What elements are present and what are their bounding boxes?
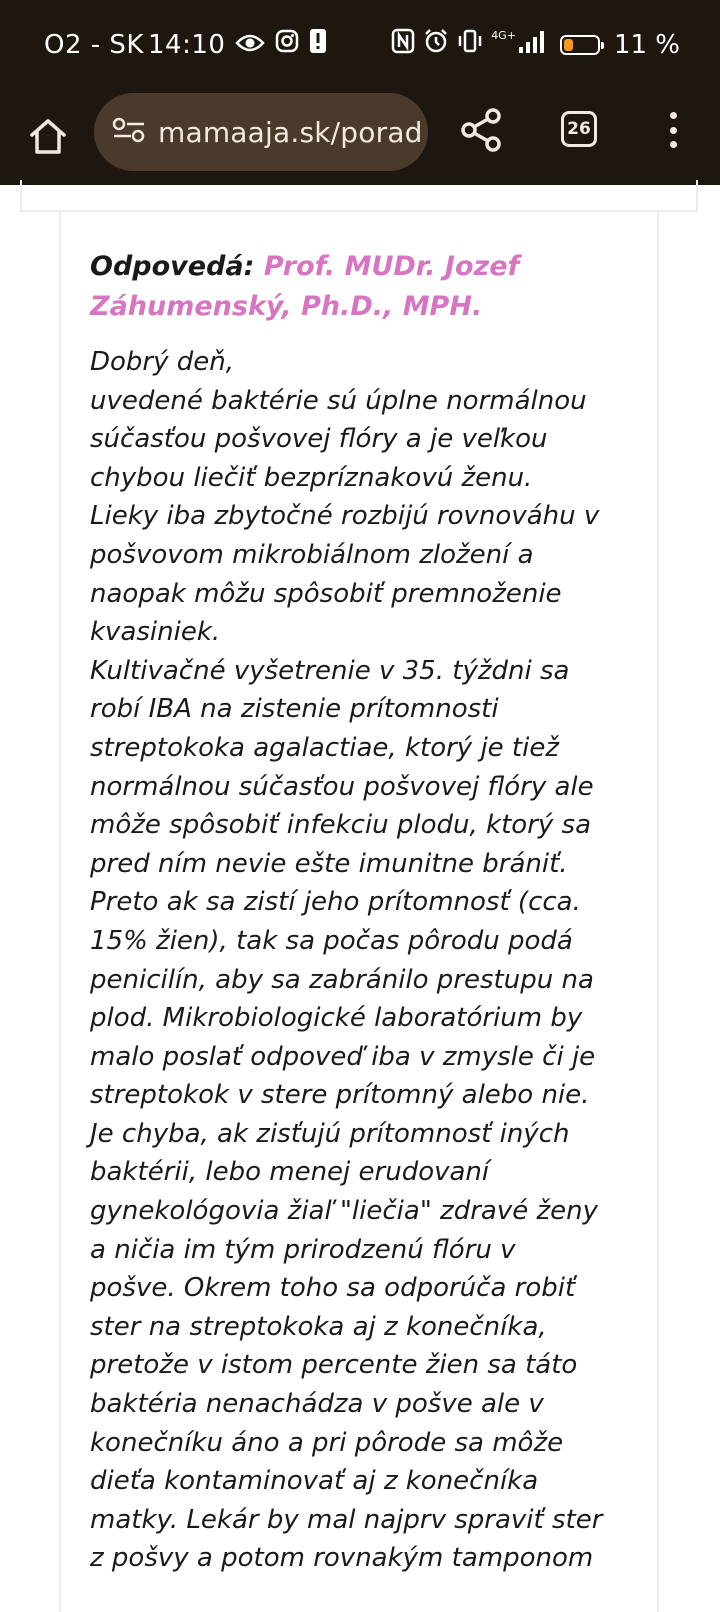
- answer-text: [90, 343, 650, 1578]
- answer-line: robí IBA na zistenie prítomnosti: [90, 694, 499, 725]
- url-text[interactable]: mamaaja.sk/porad: [158, 115, 423, 149]
- tab-switcher-button[interactable]: 26: [561, 111, 597, 147]
- vibrate-icon: [457, 28, 483, 61]
- answer-line: uvedené baktérie sú úplne normálnou: [90, 385, 587, 416]
- answer-line: matky. Lekár by mal najprv spraviť ster: [90, 1504, 603, 1535]
- answer-line: 15% žien), tak sa počas pôrodu podá: [90, 925, 573, 956]
- network-type: 4G+: [491, 29, 516, 42]
- address-bar[interactable]: [94, 93, 428, 171]
- answer-line: Preto ak sa zistí jeho prítomnosť (cca.: [90, 887, 581, 918]
- battery-percent: 11 %: [613, 29, 680, 60]
- answer-line: súčasťou pošvovej flóry a je veľkou: [90, 424, 548, 455]
- clock: 14:10: [147, 29, 226, 60]
- share-button[interactable]: [457, 106, 505, 154]
- menu-dot: [670, 141, 677, 148]
- answer-line: a ničia im tým prirodzenú flóru v: [90, 1234, 516, 1265]
- more-menu-button[interactable]: [662, 106, 684, 154]
- battery-level: [564, 39, 573, 51]
- share-icon: [457, 106, 505, 154]
- answer-line: penicilín, aby sa zabránilo prestupu na: [90, 964, 594, 995]
- answer-line: malo poslať odpoveď iba v zmysle či je: [90, 1041, 596, 1072]
- battery-icon: [560, 35, 600, 55]
- answer-line: konečníku áno a pri pôrode sa môže: [90, 1427, 564, 1458]
- home-icon: [28, 117, 68, 155]
- author-link[interactable]: Záhumenský, Ph.D., MPH.: [90, 291, 483, 322]
- status-bar: [0, 0, 720, 90]
- answer-line: baktéria nenachádza v pošve ale v: [90, 1389, 544, 1420]
- alarm-icon: [423, 28, 449, 61]
- answer-line: plod. Mikrobiologické laboratórium by: [90, 1003, 583, 1034]
- answer-line: Dobrý deň,: [90, 347, 235, 377]
- answer-line: Kultivačné vyšetrenie v 35. týždni sa: [90, 655, 570, 686]
- home-button[interactable]: [22, 110, 74, 162]
- answer-line: streptokok v stere prítomný alebo nie.: [90, 1080, 590, 1111]
- answer-line: pošvovom mikrobiálnom zložení a: [90, 539, 534, 570]
- answer-line: naopak môžu spôsobiť premnoženie: [90, 578, 562, 609]
- answer-line: Lieky iba zbytočné rozbijú rovnováhu v: [90, 501, 600, 532]
- site-settings-icon[interactable]: [112, 117, 146, 147]
- answer-line: gynekológovia žiaľ "liečia" zdravé ženy: [90, 1196, 598, 1227]
- answer-line: ster na streptokoka aj z konečníka,: [90, 1311, 547, 1342]
- browser-toolbar: [0, 90, 720, 185]
- status-left: [44, 28, 327, 61]
- answer-line: chybou liečiť bezpríznakovú ženu.: [90, 462, 533, 493]
- nfc-icon: [391, 28, 415, 61]
- menu-dot: [670, 127, 677, 134]
- status-right: [391, 28, 680, 61]
- answer-line: baktérii, lebo menej erudovaní: [90, 1157, 490, 1188]
- answer-line: normálnou súčasťou pošvovej flóry ale: [90, 771, 594, 802]
- question-card-bottom: [20, 180, 698, 212]
- answer-line: Je chyba, ak zisťujú prítomnosť iných: [90, 1118, 570, 1149]
- alert-icon: [309, 28, 327, 61]
- notification-icons: [235, 28, 327, 61]
- answer-line: kvasiniek.: [90, 617, 221, 648]
- instagram-icon: [275, 29, 299, 60]
- answer-line: môže spôsobiť infekciu plodu, ktorý sa: [90, 810, 592, 841]
- answer-line: pretože v istom percente žien sa táto: [90, 1350, 578, 1381]
- carrier-label: O2 - SK: [44, 29, 144, 60]
- menu-dot: [670, 112, 677, 119]
- answer-label: Odpovedá:: [90, 251, 255, 282]
- answer-line: pred ním nevie ešte imunitne brániť.: [90, 848, 568, 879]
- answer-line: streptokoka agalactiae, ktorý je tiež: [90, 732, 559, 763]
- signal-icon: [518, 29, 548, 60]
- answer-line: dieťa kontaminovať aj z konečníka: [90, 1466, 539, 1497]
- answer-line: pošve. Okrem toho sa odporúča robiť: [90, 1273, 576, 1304]
- answer-header: [90, 247, 650, 327]
- eye-icon: [235, 30, 265, 60]
- author-link[interactable]: Prof. MUDr. Jozef: [263, 251, 520, 282]
- answer-line: z pošvy a potom rovnakým tamponom: [90, 1543, 594, 1574]
